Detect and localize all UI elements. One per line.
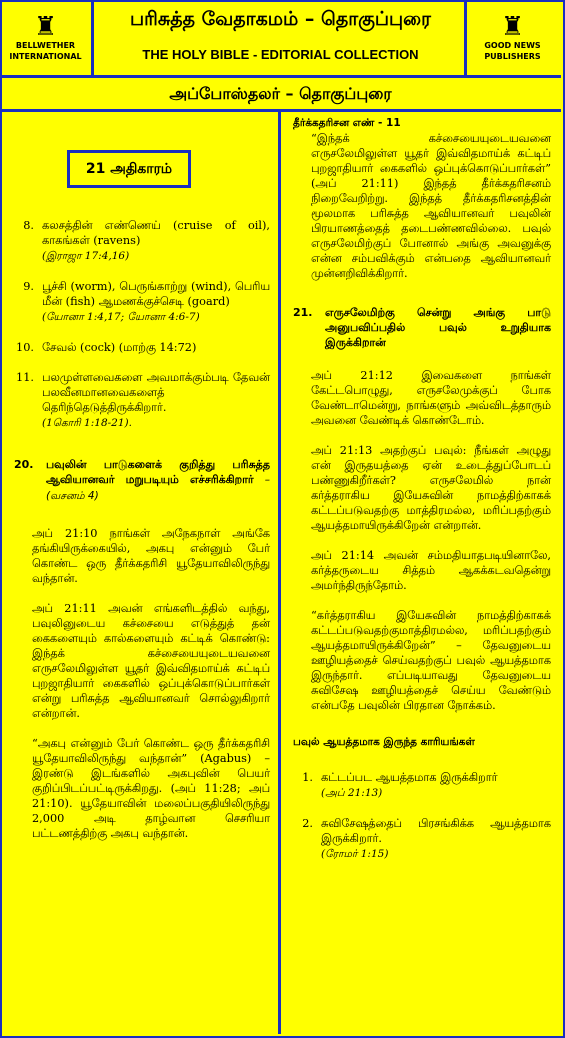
paragraph: அப் 21:10 நாங்கள் அநேகநாள் அங்கே தங்கியிருக்கையில், அகபு என்னும் பேர் கொண்ட ஒரு தீர்க்கதரிசி யூதேயாவிலிருந்து வந்தான். [32, 527, 270, 585]
header-title [97, 0, 464, 75]
paragraph: “இந்தக் கச்சையையுடையவனை எருசலேமிலுள்ள யூதர் இவ்விதமாய்க் கட்டிப் புறஜாதியார் கைகளில் ஒப்புக்கொடுப்பார்கள்” (அப் 21:11) இந்தத் தீர்க்கதரிசனம் நிறைவேறிற்று. இந்தத் தீர்க்கதரிசனத்தின் மூலமாக பரிசுத்த ஆவியானவர் பவுலின் பிரயாணத்தைத் தடைபண்ணவில்லை. பவுல் எருசலேமிற்குப் போனால் அங்கு அவனுக்கு என்ன சம்பவிக்கும் என்பதை ஆவியானவர் முன்னறிவிக்கிறார். [311, 132, 551, 280]
paragraph: அப் 21:12 இவைகளை நாங்கள் கேட்டபொழுது, எருசலேமுக்குப் போக வேண்டாமென்று, நாங்களும் அவ்விடத்தாரும் அவனை வேண்டிக் கொண்டோம். [311, 369, 551, 427]
list-item: 11. பலமுள்ளவைகளை அவமாக்கும்படி தேவன் பலவீனமானவைகளைத் தெரிந்தெடுத்திருக்கிறார். (1கொரி 1:18-21). [16, 371, 270, 429]
paragraph: அப் 21:11 அவன் எங்களிடத்தில் வந்து, பவுலினுடைய கச்சையை எடுத்துத் தன் கைகளையும் கால்களையும் கட்டிக் கொண்டு: இந்தக் கச்சையையுடையவனை எருசலேமிலுள்ள யூதர் இவ்விதமாய்க் கட்டிப் புறஜாதியார் கைகளில் ஒப்புக்கொடுப்பார்கள் என்று பரிசுத்த ஆவியானவர் சொல்லுகிறார் என்றான். [32, 602, 270, 720]
list-item: 8. கலசத்தின் எண்ணெய் (cruise of oil), காகங்கள் (ravens) (இராஜா 17:4,16) [23, 219, 270, 262]
column-divider [278, 112, 281, 1034]
list-item: 10. சேவல் (cock) (மாற்கு 14:72) [16, 341, 197, 354]
good-news-logo-text: GOOD NEWS PUBLISHERS [484, 40, 541, 61]
paragraph: “கர்த்தராகிய இயேசுவின் நாமத்திற்காகக் கட்டப்படுவதற்குமாத்திரமல்ல, மரிப்பதற்கும் ஆயத்தமாயிருக்கிறேன்” – தேவனுடைய ஊழியத்தைச் செய்வதற்குப் பவுல் ஆயத்தமாக இருந்தார். எப்படியாவது தேவனுடைய சுவிசேஷ ஊழியத்தைச் செய்ய வேண்டும் என்பதே பவுலின் பிரதான நோக்கம். [311, 609, 551, 712]
paragraph: “அகபு என்னும் பேர் கொண்ட ஒரு தீர்க்கதரிசி யூதேயாவிலிருந்து வந்தான்” (Agabus) – இரண்டு இடங்களில் அகபுவின் பெயர் குறிப்பிடப்பட்டிருக்கிறது. (அப் 11:28; அப் 21:10). யூதேயாவின் மலைப்பகுதியிலிருந்து 2,000 அடி தாழ்வான செசரியா பட்டணத்திற்கு அகபு வந்தான். [32, 737, 270, 840]
list-item: 1. கட்டப்பட ஆயத்தமாக இருக்கிறார் (அப் 21:13) [302, 771, 498, 799]
paragraph: அப் 21:13 அதற்குப் பவுல்: நீங்கள் அழுது என் இருதயத்தை ஏன் உடைத்துப்போடப் பண்ணுகிறீர்கள்? எருசலேமில் நான் கர்த்தராகிய இயேசுவின் நாமத்திற்காகக் கட்டப்படுவதற்கு மாத்திரமல்ல, மரிப்பதற்கும் ஆயத்தமாயிருக்கிறேன் என்றான். [311, 444, 551, 532]
title-english: THE HOLY BIBLE - EDITORIAL COLLECTION [142, 47, 419, 62]
chapter-title: 21 அதிகாரம் [67, 150, 191, 188]
section-heading: 21. எருசலேமிற்கு சென்று அங்கு பாடு அனுபவிப்பதில் பவுல் உறுதியாக இருக்கிறான் [293, 306, 551, 349]
subtitle: அப்போஸ்தலர் – தொகுப்புரை [169, 84, 392, 103]
list-item: 2. சுவிசேஷத்தைப் பிரசங்கிக்க ஆயத்தமாக இருக்கிறார். (ரோமர் 1:15) [302, 817, 551, 860]
right-column [293, 112, 551, 862]
list-item: 9. பூச்சி (worm), பெருங்காற்று (wind), பெரிய மீன் (fish) ஆமணக்குச்செடி (goard) (யோனா 1:4,17; யோனா 4:6-7) [23, 280, 270, 323]
bellwether-logo-text: BELLWETHER INTERNATIONAL [9, 40, 82, 61]
left-column [14, 112, 270, 841]
paragraph: அப் 21:14 அவன் சம்மதியாதபடியினாலே, கர்த்தருடைய சித்தம் ஆகக்கடவதென்று அமர்ந்திருந்தோம். [311, 549, 551, 592]
list-title: பவுல் ஆயத்தமாக இருந்த காரியங்கள் [293, 736, 475, 748]
figure-icon: ♜ [33, 11, 58, 42]
figure-icon: ♜ [500, 11, 525, 42]
bellwether-logo [0, 0, 94, 75]
good-news-logo [464, 0, 558, 75]
section-heading: 20. பவுலின் பாடுகளைக் குறித்து பரிசுத்த ஆவியானவர் மறுபடியும் எச்சரிக்கிறார் – (வசனம் 4) [14, 458, 270, 502]
header [0, 0, 561, 75]
prophecy-label: தீர்க்கதரிசன எண் - 11 [293, 117, 401, 129]
title-tamil: பரிசுத்த வேதாகமம் – தொகுப்புரை [130, 8, 431, 30]
